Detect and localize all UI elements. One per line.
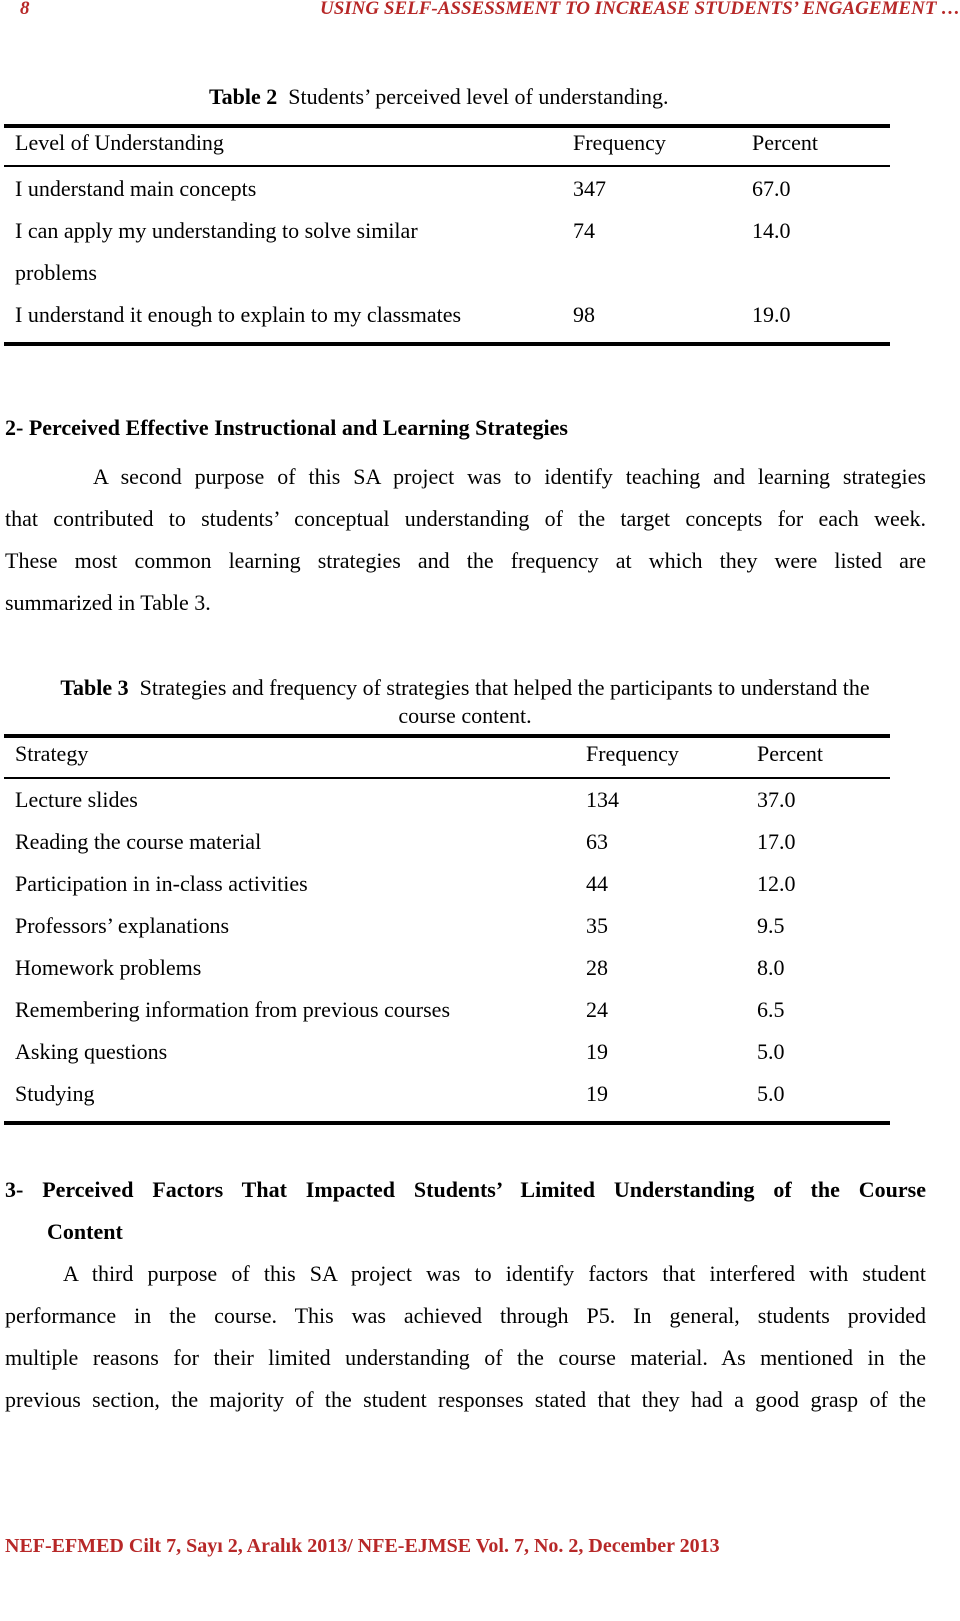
journal-footer bbox=[5, 1535, 720, 1558]
table3-row-percent: 9.5 bbox=[757, 913, 785, 938]
table3-row-strategy: Homework problems bbox=[15, 955, 202, 980]
section2-paragraph bbox=[5, 456, 926, 624]
section3-paragraph bbox=[5, 1253, 926, 1421]
table3-row-frequency: 19 bbox=[586, 1081, 608, 1106]
table3-caption-label: Table 3 bbox=[60, 675, 129, 700]
table2-row-level: I can apply my understanding to solve similar bbox=[15, 218, 418, 243]
table3-row-strategy: Remembering information from previous courses bbox=[15, 997, 451, 1022]
table3-row-percent: 6.5 bbox=[757, 997, 785, 1022]
paragraph-line: multiple reasons for their limited understanding of the course material. As mentioned in the bbox=[5, 1345, 926, 1370]
table3-row-strategy: Professors’ explanations bbox=[15, 913, 230, 938]
table2-row-percent: 19.0 bbox=[752, 302, 791, 327]
page-number: 8 bbox=[20, 0, 30, 19]
section2-heading: 2- Perceived Effective Instructional and Learning Strategies bbox=[5, 415, 568, 440]
table3-header-strategy: Strategy bbox=[15, 741, 89, 766]
table3-caption bbox=[0, 674, 930, 730]
table2-row-frequency: 74 bbox=[573, 218, 595, 243]
table2-row-level-continued: problems bbox=[15, 260, 97, 285]
table2-caption-text: Students’ perceived level of understanding. bbox=[288, 84, 669, 109]
table3-row-strategy: Participation in in-class activities bbox=[15, 871, 308, 896]
table2-header-level: Level of Understanding bbox=[15, 130, 224, 155]
table3-row-strategy: Studying bbox=[15, 1081, 95, 1106]
table2-top-rule bbox=[4, 124, 890, 128]
table3-row-frequency: 44 bbox=[586, 871, 608, 896]
table3-header-frequency: Frequency bbox=[586, 741, 679, 766]
table3-bottom-rule bbox=[4, 1121, 890, 1125]
table2-caption-label: Table 2 bbox=[209, 84, 278, 109]
table3-row-frequency: 134 bbox=[586, 787, 619, 812]
table3-row-percent: 5.0 bbox=[757, 1039, 785, 1064]
table3-row-strategy: Lecture slides bbox=[15, 787, 138, 812]
paragraph-line: previous section, the majority of the student responses stated that they had a good grasp of the bbox=[5, 1387, 926, 1412]
paragraph-line: summarized in Table 3. bbox=[5, 590, 211, 615]
table3-row-frequency: 35 bbox=[586, 913, 608, 938]
table2-row-frequency: 347 bbox=[573, 176, 606, 201]
table2-row-frequency: 98 bbox=[573, 302, 595, 327]
table2-caption bbox=[209, 84, 668, 110]
section3-heading: 3- Perceived Factors That Impacted Students’ Limited Understanding of the Course bbox=[5, 1177, 926, 1202]
table2-row-level: I understand it enough to explain to my classmates bbox=[15, 302, 462, 327]
table3-row-percent: 17.0 bbox=[757, 829, 796, 854]
table3-row-percent: 8.0 bbox=[757, 955, 785, 980]
paragraph-line: performance in the course. This was achieved through P5. In general, students provided bbox=[5, 1303, 926, 1328]
paragraph-line: A third purpose of this SA project was to identify factors that interfered with student bbox=[63, 1261, 926, 1286]
table3-caption-text-continued: course content. bbox=[398, 703, 532, 728]
running-title: USING SELF-ASSESSMENT TO INCREASE STUDENTS’ ENGAGEMENT … bbox=[320, 0, 960, 19]
table3-top-rule bbox=[4, 734, 890, 738]
table2-header-rule bbox=[4, 165, 890, 167]
footer-turkish: NEF-EFMED Cilt 7, Sayı 2, Aralık 2013/ bbox=[5, 1535, 353, 1557]
table3-header-percent: Percent bbox=[757, 741, 823, 766]
table3-row-frequency: 19 bbox=[586, 1039, 608, 1064]
table2-row-percent: 14.0 bbox=[752, 218, 791, 243]
table3-header-rule bbox=[4, 777, 890, 779]
paragraph-line: that contributed to students’ conceptual understanding of the target concepts for each week. bbox=[5, 506, 926, 531]
table3-caption-text: Strategies and frequency of strategies that helped the participants to understand the bbox=[139, 675, 870, 700]
section3-heading-continued: Content bbox=[47, 1219, 123, 1244]
table2-row-percent: 67.0 bbox=[752, 176, 791, 201]
table2-row-level: I understand main concepts bbox=[15, 176, 257, 201]
table3-row-frequency: 28 bbox=[586, 955, 608, 980]
paragraph-line: These most common learning strategies and the frequency at which they were listed are bbox=[5, 548, 926, 573]
table3-row-frequency: 24 bbox=[586, 997, 608, 1022]
table2-header-percent: Percent bbox=[752, 130, 818, 155]
table3-row-strategy: Asking questions bbox=[15, 1039, 168, 1064]
footer-english: NFE-EJMSE Vol. 7, No. 2, December 2013 bbox=[352, 1535, 720, 1557]
table2-header-frequency: Frequency bbox=[573, 130, 666, 155]
table3-row-frequency: 63 bbox=[586, 829, 608, 854]
table2-bottom-rule bbox=[4, 342, 890, 346]
table3-row-percent: 5.0 bbox=[757, 1081, 785, 1106]
paragraph-line: A second purpose of this SA project was to identify teaching and learning strategies bbox=[93, 464, 926, 489]
table3-row-percent: 37.0 bbox=[757, 787, 796, 812]
table3-row-percent: 12.0 bbox=[757, 871, 796, 896]
table3-row-strategy: Reading the course material bbox=[15, 829, 262, 854]
